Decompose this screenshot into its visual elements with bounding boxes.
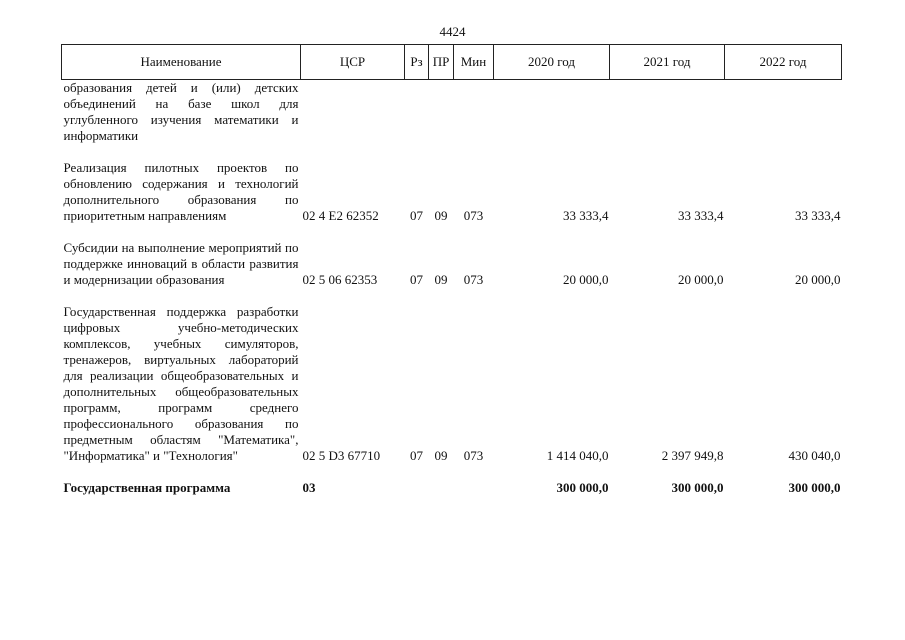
header-pr: ПР [429,45,454,80]
row-min: 073 [463,272,484,287]
row-name: Субсидии на выполнение мероприятий по поддержке инноваций в области развития и модернизации образования [63,240,299,287]
table-row [62,240,842,288]
row-pr: 09 [434,448,448,463]
row-pr [429,480,454,496]
row-name: Государственная поддержка разработки цифровых учебно-методических комплексов, учебных симуляторов, тренажеров, виртуальных лабораторий для реализации общеобразовательных и дополнительных общеобразовательных программ, программ среднего профессионального образования по предметным областям "Математика", "Информатика" и "Технология" [63,304,299,463]
row-name: Реализация пилотных проектов по обновлению содержания и технологий дополнительного образования по приоритетным направлениям [63,160,299,223]
table-row [62,480,842,496]
table-row [62,304,842,464]
row-csr: 02 5 D3 67710 [302,448,381,463]
table-row [62,160,842,224]
row-csr: 02 5 06 62353 [302,272,378,287]
row-2020: 20 000,0 [563,272,609,287]
row-2021: 33 333,4 [678,208,724,223]
row-csr: 03 [302,480,316,495]
row-min: 073 [463,448,484,463]
row-2020: 300 000,0 [556,480,609,495]
row-2021: 20 000,0 [678,272,724,287]
row-pr: 09 [434,272,448,287]
row-spacer [62,224,842,240]
row-2020 [494,80,610,145]
row-2021: 300 000,0 [671,480,724,495]
row-2022: 300 000,0 [788,480,841,495]
row-rz [405,480,429,496]
row-spacer [62,144,842,160]
row-rz: 07 [410,448,423,463]
row-name: Государственная программа [63,480,231,495]
row-spacer [62,464,842,480]
row-min [454,80,494,145]
row-rz: 07 [410,208,423,223]
table-row [62,80,842,145]
row-pr: 09 [434,208,448,223]
row-name: образования детей и (или) детских объединений на базе школ для углубленного изучения математики и информатики [63,80,299,143]
row-rz [405,80,429,145]
row-2021: 2 397 949,8 [661,448,724,463]
row-2022 [725,80,842,145]
header-min: Мин [454,45,494,80]
row-2022: 33 333,4 [795,208,841,223]
row-2022: 20 000,0 [795,272,841,287]
header-rz: Рз [405,45,429,80]
header-2022: 2022 год [725,45,842,80]
row-min [454,480,494,496]
page-number: 4424 [439,24,466,39]
row-csr: 02 4 E2 62352 [302,208,379,223]
row-2020: 33 333,4 [563,208,609,223]
row-spacer [62,288,842,304]
row-pr [429,80,454,145]
table-header-row [62,45,842,80]
row-2020: 1 414 040,0 [546,448,609,463]
header-2021: 2021 год [610,45,725,80]
row-rz: 07 [410,272,423,287]
row-csr [301,80,405,145]
budget-table [61,44,842,496]
row-2021 [610,80,725,145]
header-csr: ЦСР [301,45,405,80]
row-min: 073 [463,208,484,223]
header-name: Наименование [62,45,301,80]
header-2020: 2020 год [494,45,610,80]
row-2022: 430 040,0 [788,448,841,463]
